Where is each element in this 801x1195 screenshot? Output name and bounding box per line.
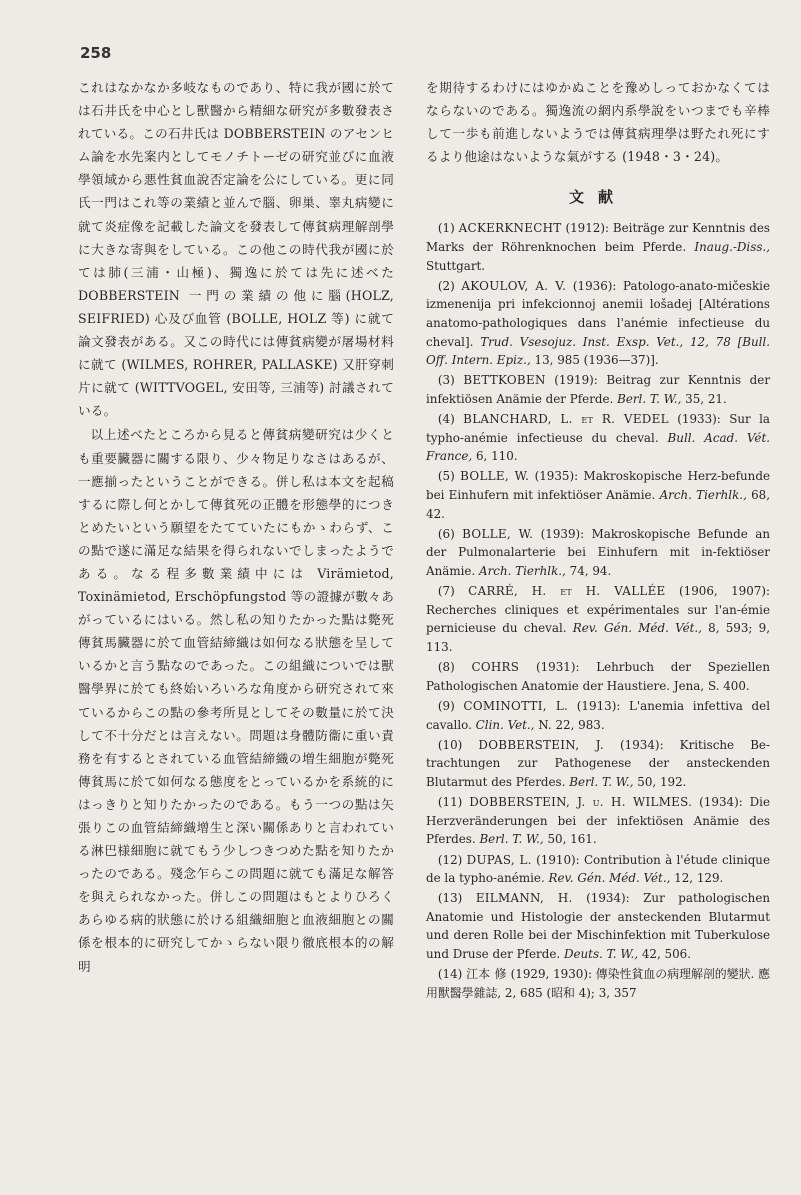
reference-volume: 74, 94.	[569, 564, 612, 579]
reference-author: DUPAS, L.	[466, 852, 532, 867]
reference-item	[426, 410, 770, 466]
reference-source: Bull. Acad. Vét. France,	[426, 430, 770, 464]
reference-number: (9)	[437, 698, 455, 713]
reference-author: BETTKOBEN	[463, 373, 546, 388]
reference-author: CARRÉ, H. et H. VALLÉE	[468, 584, 666, 599]
reference-source: Berl. T. W.,	[617, 391, 682, 406]
reference-volume: 8, 593; 9, 113.	[426, 621, 770, 654]
page-number: 258	[80, 44, 112, 62]
reference-author: COMINOTTI, L.	[463, 698, 569, 713]
right-column	[426, 76, 770, 1004]
reference-number: (1)	[437, 221, 455, 236]
reference-author: BOLLE, W.	[462, 526, 534, 541]
reference-number: (6)	[437, 526, 455, 541]
reference-number: (14)	[437, 967, 463, 982]
reference-title: (1913): L'anemia infettiva del cavallo.	[426, 698, 771, 732]
reference-volume: 42, 506.	[641, 947, 692, 962]
reference-title: (1919): Beitrag zur Kenntnis der infektiösen Anämie der Pferde.	[426, 373, 771, 406]
reference-number: (3)	[437, 373, 455, 388]
reference-number: (7)	[437, 584, 455, 599]
reference-number: (2)	[437, 278, 455, 293]
reference-source: Arch. Tierhlk.,	[479, 564, 566, 579]
reference-volume: 50, 192.	[637, 774, 687, 789]
reference-source: Arch. Tierhlk.,	[659, 488, 747, 503]
reference-number: (10)	[437, 737, 463, 752]
reference-title: (1910): Contribution à l'étude clinique de la typho-anémie.	[426, 852, 770, 886]
reference-item	[426, 889, 770, 963]
reference-author: BLANCHARD, L. et R. VEDEL	[463, 412, 669, 427]
left-column	[78, 76, 394, 979]
reference-number: (5)	[437, 469, 455, 484]
reference-item	[426, 697, 770, 734]
reference-source: Inaug.-Diss.,	[694, 239, 770, 254]
body-paragraph: 以上述べたところから見ると傳貧病變研究は少くとも重要臟器に關する限り、少々物足りなさはあるが、一應揃ったということができる。併し私は本文を起稿するに際し何とかして傳貧死の正體を形態學的につきとめたいという願望をたてていたにもかゝわらず、この點で遂に滿足な結果を得られないでしまったようである。なる程多數業績中には Virämietod, Toxinämietod, Erschöpfungstod 等の證據が數々あがっているにはいる。然し私の知りたかった點は斃死傳貧馬臟器に於て血管結締織は如何なる狀態を呈しているかと言う點なのであった。この組織についでは獸醫學界に於ても終始いろいろな角度から研究されて來ているからこの點の參考所見としてその數量に於て決して不十分だとは言えない。問題は身體防衞に重い責務を有するとされている血管結締織の増生細胞が斃死傳貧馬に於て如何なる態度をとっているかを系統的にはっきりと知りたかったのである。もう一つの點は矢張りこの血管結締織增生と深い關係ありと言われている淋巴様細胞に就てもう少しつきつめた點を知りたかったのである。殘念乍らこの問題に就ても滿足な解答を與えられなかった。併しこの問題はもとよりひろくあらゆる病的狀態に於ける組織細胞と血液細胞との關係を根本的に研究してかゝらない限り徹底根本的の解明	[78, 427, 394, 974]
reference-title: (1934): Die Herzveränderungen bei der infektiösen Anämie des Pferdes.	[426, 795, 770, 847]
reference-volume: 35, 21.	[685, 391, 727, 406]
reference-volume: 應用獸醫學雜誌, 2, 685 (昭和 4); 3, 357	[426, 967, 770, 1000]
reference-item	[426, 851, 770, 888]
reference-author: ACKERKNECHT	[458, 221, 562, 236]
reference-item	[426, 371, 770, 408]
reference-number: (12)	[437, 852, 463, 867]
reference-title: (1906, 1907): Recherches cliniques et expérimentales sur l'an-émie pernicieuse du cheval.	[426, 584, 771, 636]
reference-title: (1934): Zur pathologischen Anatomie und Histologie der ansteckenden Blutarmut und deren Rolle bei der Mischinfektion mit Tuberkulose und Druse der Pferde.	[426, 891, 771, 962]
reference-volume: 50, 161.	[547, 832, 597, 847]
reference-volume: 68, 42.	[426, 488, 771, 521]
reference-author: 江本 修	[466, 967, 507, 982]
reference-volume: N. 22, 983.	[538, 717, 605, 732]
reference-item	[426, 965, 770, 1002]
reference-item	[426, 219, 770, 275]
reference-title: (1931): Lehrbuch der Speziellen Pathologischen Anatomie der Haustiere. Jena,	[426, 660, 771, 693]
reference-source: Berl. T. W.,	[479, 832, 544, 847]
reference-title: (1929, 1930): 傳染性貧血の病理解剖的變狀.	[510, 967, 755, 982]
reference-list	[426, 219, 770, 1002]
reference-volume: S. 400.	[707, 678, 750, 693]
reference-number: (11)	[437, 795, 463, 810]
reference-title: (1934): Kritische Be-trachtungen zur Pathogenese der ansteckenden Blutarmut des Pferdes.	[426, 737, 770, 789]
reference-number: (4)	[437, 412, 455, 427]
reference-item	[426, 793, 770, 849]
reference-number: (8)	[437, 660, 455, 675]
reference-item	[426, 658, 770, 695]
reference-item	[426, 582, 770, 656]
reference-author: DOBBERSTEIN, J. u. H. WILMES.	[469, 795, 693, 810]
reference-title: (1912): Beiträge zur Kenntnis des Marks der Röhrenknochen beim Pferde.	[426, 221, 771, 254]
reference-volume: Stuttgart.	[426, 258, 486, 273]
reference-number: (13)	[437, 891, 463, 906]
reference-item	[426, 277, 770, 370]
reference-source: Berl. T. W.,	[569, 774, 634, 789]
reference-source: Rev. Gén. Méd. Vét.,	[548, 871, 671, 886]
reference-volume: 13, 985 (1936—37)].	[534, 353, 659, 368]
body-paragraph: これはなかなか多岐なものであり、特に我が國に於ては石井氏を中心とし獸醫から精細な研究が多數發表されている。この石井氏は DOBBERSTEIN のアセンヒム論を水先案内としてモノチトーゼの研究並びに血液學領域から悪性貧血說否定論を公にしている。更に同氏一門はこれ等の業績と並んで腦、卵巣、睾丸病變に就て炎症像を記載した論文を發表して傳貧病理解剖學に大きな寄與をしている。この他この時代我が國に於ては肺(三浦・山極)、獨逸に於ては先に述べた DOBBERSTEIN 一門の業績の他に腦(HOLZ, SEIFRIED) 心及び血管 (BOLLE, HOLZ 等) に就て論文發表がある。又この時代には傳貧病變が屠場材料に就て (WILMES, ROHRER, PALLASKE) 又肝穿刺片に就て (WITTVOGEL, 安田等, 三浦等) 討議されている。	[78, 80, 394, 419]
reference-source: Deuts. T. W.,	[563, 947, 639, 962]
reference-title: (1935): Makroskopische Herz-befunde bei Einhufern mit infektiöser Anämie.	[426, 469, 770, 503]
reference-volume: 12, 129.	[674, 871, 724, 886]
reference-title: (1936): Patologo-anato-mičeskie izmenenija pri infekcionnoj anemii lošadej [Altérations anatomo-pathologiques dans l'anémie infectieuse du cheval].	[426, 278, 771, 349]
body-paragraph-continued: を期待するわけにはゆかぬことを豫めしっておかなくてはならないのである。獨逸流の網内系學說をいつまでも辛棒して一歩も前進しないようでは傳貧病理學は野たれ死にするより他途はないような氣がする (1948・3・24)。	[426, 80, 770, 165]
reference-item	[426, 525, 770, 581]
references-heading: 文献	[568, 188, 627, 207]
reference-volume: 6, 110.	[475, 449, 518, 464]
reference-title: (1939): Makroskopische Befunde an der Pulmonalarterie bei Einhufern mit in-fektiöser Anämie.	[426, 526, 770, 579]
reference-item	[426, 467, 770, 523]
reference-item	[426, 736, 770, 792]
reference-author: DOBBERSTEIN, J.	[478, 737, 604, 752]
reference-source: Clin. Vet.,	[475, 717, 535, 732]
reference-author: AKOULOV, A. V.	[461, 278, 567, 293]
reference-author: EILMANN, H.	[475, 891, 573, 906]
reference-title: (1933): Sur la typho-anémie infectieuse du cheval.	[426, 412, 770, 445]
reference-author: BOLLE, W.	[460, 469, 530, 484]
reference-source: Rev. Gén. Méd. Vét.,	[572, 621, 702, 636]
reference-author: COHRS	[471, 660, 520, 675]
reference-source: Trud. Vsesojuz. Inst. Exsp. Vet., 12, 78 [Bull. Off. Intern. Epiz.,	[426, 334, 770, 368]
